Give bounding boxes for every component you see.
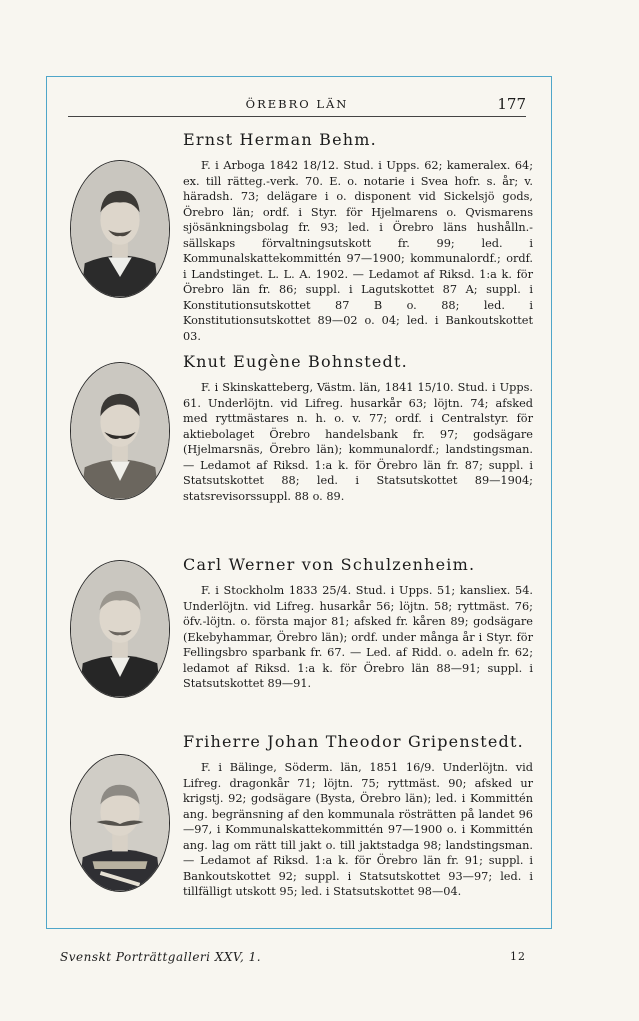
portrait-photo (70, 560, 170, 698)
biography-text: F. i Stockholm 1833 25/4. Stud. i Upps. 51; kansliex. 54. Underlöjtn. vid Lifreg. husarkår 56; löjtn. 58; ryttmäst. 76; öfv.-löjtn. o. första major 81; afsked fr. kåren 89; godsägare (Ekebyhammar, Örebro län); ordf. under många år i Styr. för Fellingsbro sparbank fr. 67. — Led. af Ridd. o. adeln fr. 62; ledamot af Riksd. 1:a k. för Örebro län 88—91; suppl. i Statsutskottet 89—91. (183, 584, 533, 690)
portrait-image (71, 363, 169, 499)
biography-text: F. i Bälinge, Söderm. län, 1851 16/9. Underlöjtn. vid Lifreg. dragonkår 71; löjtn. 75; ryttmäst. 90; afsked ur krigstj. 92; godsägare (Bysta, Örebro län); led. i Kommittén ang. begränsning af den kommunala rösträtten på landet 96—97, i Kommunalskattekommittén 97—1900 o. i Kommittén ang. lag om rätt till jakt o. till jaktstadga 98; landstingsman. — Ledamot af Riksd. 1:a k. för Örebro län fr. 91; suppl. i Bankoutskottet 92; suppl. i Statsutskottet 93—97; led. i tillfälligt utskott 95; led. i Statsutskottet 98—04. (183, 761, 533, 898)
sheet-number: 12 (510, 950, 526, 963)
header-rule (68, 116, 526, 117)
series-title: Svenskt Porträttgalleri XXV, 1. (60, 950, 262, 964)
page-number: 177 (497, 95, 526, 113)
portrait-photo (70, 362, 170, 500)
portrait-image (71, 161, 169, 297)
person-name: Ernst Herman Behm. (183, 130, 377, 149)
person-name: Carl Werner von Schulzenheim. (183, 555, 476, 574)
portrait-image (71, 561, 169, 697)
biography-text: F. i Skinskatteberg, Västm. län, 1841 15/10. Stud. i Upps. 61. Underlöjtn. vid Lifreg. husarkår 63; löjtn. 74; afsked med ryttmästares n. h. o. v. 77; ordf. i Centralstyr. för aktiebolaget Örebro handelsbank fr. 97; godsägare (Hjelmarsnäs, Örebro län); kommunalordf.; landstingsman. — Ledamot af Riksd. 1:a k. för Örebro län fr. 87; suppl. i Statsutskottet 88; led. i Statsutskottet 89—1904; statsrevisorssuppl. 88 o. 89. (183, 381, 533, 503)
portrait-photo (70, 160, 170, 298)
person-name: Friherre Johan Theodor Gripenstedt. (183, 732, 524, 751)
person-name: Knut Eugène Bohnstedt. (183, 352, 408, 371)
header-title: ÖREBRO LÄN (245, 97, 349, 111)
portrait-image (71, 755, 169, 891)
portrait-photo (70, 754, 170, 892)
biography-text: F. i Arboga 1842 18/12. Stud. i Upps. 62; kameralex. 64; ex. till rätteg.-verk. 70. E. o. notarie i Svea hofr. s. år; v. häradsh. 73; delägare i o. disponent vid Sickelsjö gods, Örebro län; ordf. i Styr. för Hjelmarens o. Qvismarens sjösänkningsbolag fr. 93; led. i Örebro läns hushålln.-sällskaps förvaltningsutskott fr. 99; led. i Kommunalskattekommittén 97—1900; kommunalordf.; ordf. i Landstinget. L. L. A. 1902. — Ledamot af Riksd. 1:a k. för Örebro län fr. 86; suppl. i Lagutskottet 87 A; suppl. i Konstitutionsutskottet 87 B o. 88; led. i Konstitutionsutskottet 89—02 o. 04; led. i Bankoutskottet 03. (183, 159, 533, 343)
